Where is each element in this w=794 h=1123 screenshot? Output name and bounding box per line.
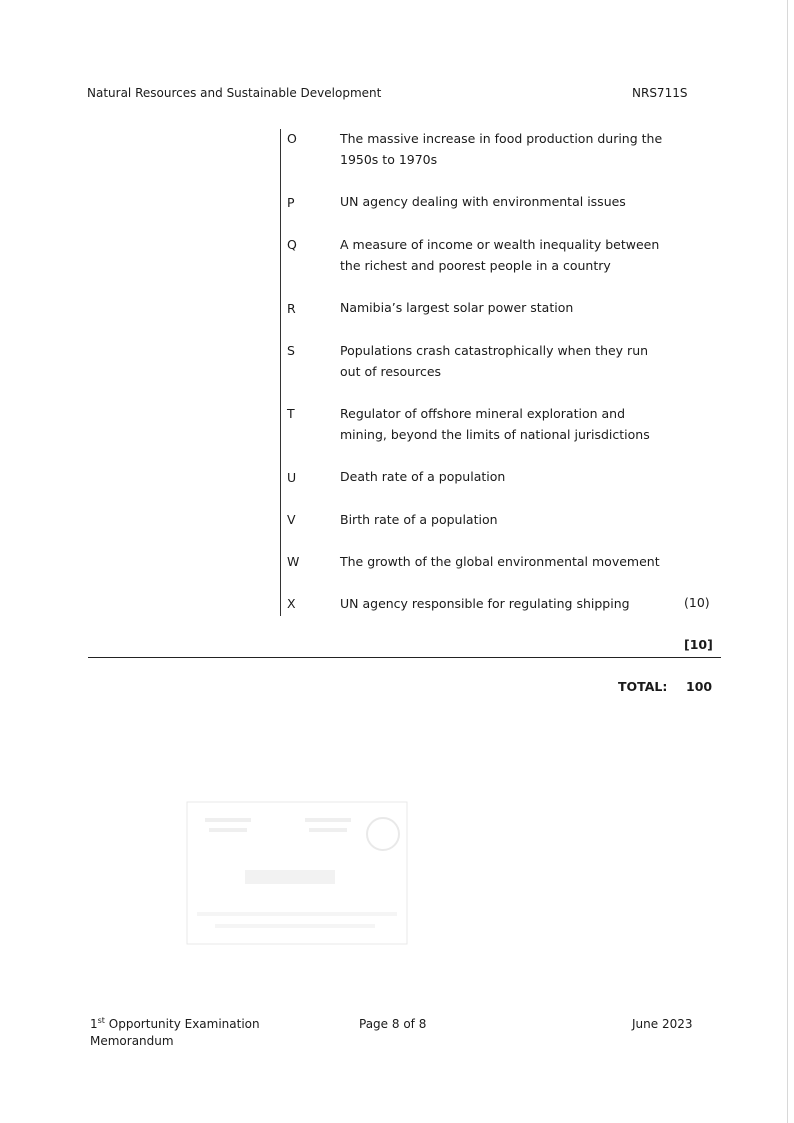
item-description: UN agency responsible for regulating shipping <box>340 596 630 611</box>
total-value: 100 <box>686 679 713 694</box>
item-letter: S <box>287 343 295 358</box>
footer-exam-info <box>90 1016 260 1050</box>
item-letter: U <box>287 470 297 485</box>
item-description: Namibia’s largest solar power station <box>340 300 574 315</box>
item-description: Populations crash catastrophically when they run out of resources <box>340 343 649 379</box>
section-divider-line <box>88 657 721 658</box>
footer-exam-ordinal-suffix: st <box>97 1016 105 1025</box>
item-letter: V <box>287 512 296 527</box>
item-description: Birth rate of a population <box>340 512 498 527</box>
item-description: Death rate of a population <box>340 469 506 484</box>
item-letter: T <box>287 406 295 421</box>
item-letter: R <box>287 301 296 316</box>
footer-exam-title <box>90 1016 260 1033</box>
total-label: TOTAL: <box>618 679 668 694</box>
footer-date: June 2023 <box>632 1017 693 1031</box>
item-description: The growth of the global environmental movement <box>340 554 660 569</box>
item-letter: Q <box>287 237 297 252</box>
course-code: NRS711S <box>632 86 688 100</box>
column-divider <box>280 129 281 616</box>
faded-stamp-image <box>185 800 409 946</box>
item-letter: P <box>287 195 295 210</box>
footer-exam-subtitle: Memorandum <box>90 1034 174 1048</box>
course-title: Natural Resources and Sustainable Development <box>87 86 382 100</box>
item-letter: W <box>287 554 300 569</box>
footer-exam-title-text: Opportunity Examination <box>108 1017 260 1031</box>
question-mark-allocation: (10) <box>684 595 710 610</box>
footer-exam-ordinal: 1 <box>90 1017 98 1031</box>
item-description: The massive increase in food production during the 1950s to 1970s <box>340 131 663 167</box>
item-letter: X <box>287 596 296 611</box>
section-total-marks: [10] <box>684 637 713 652</box>
footer-page-number: Page 8 of 8 <box>359 1017 427 1031</box>
item-description: UN agency dealing with environmental issues <box>340 194 626 209</box>
item-description: Regulator of offshore mineral exploration and mining, beyond the limits of national jurisdictions <box>340 406 650 442</box>
item-letter: O <box>287 131 297 146</box>
page-edge-line <box>787 0 788 1123</box>
item-description: A measure of income or wealth inequality between the richest and poorest people in a country <box>340 237 660 273</box>
